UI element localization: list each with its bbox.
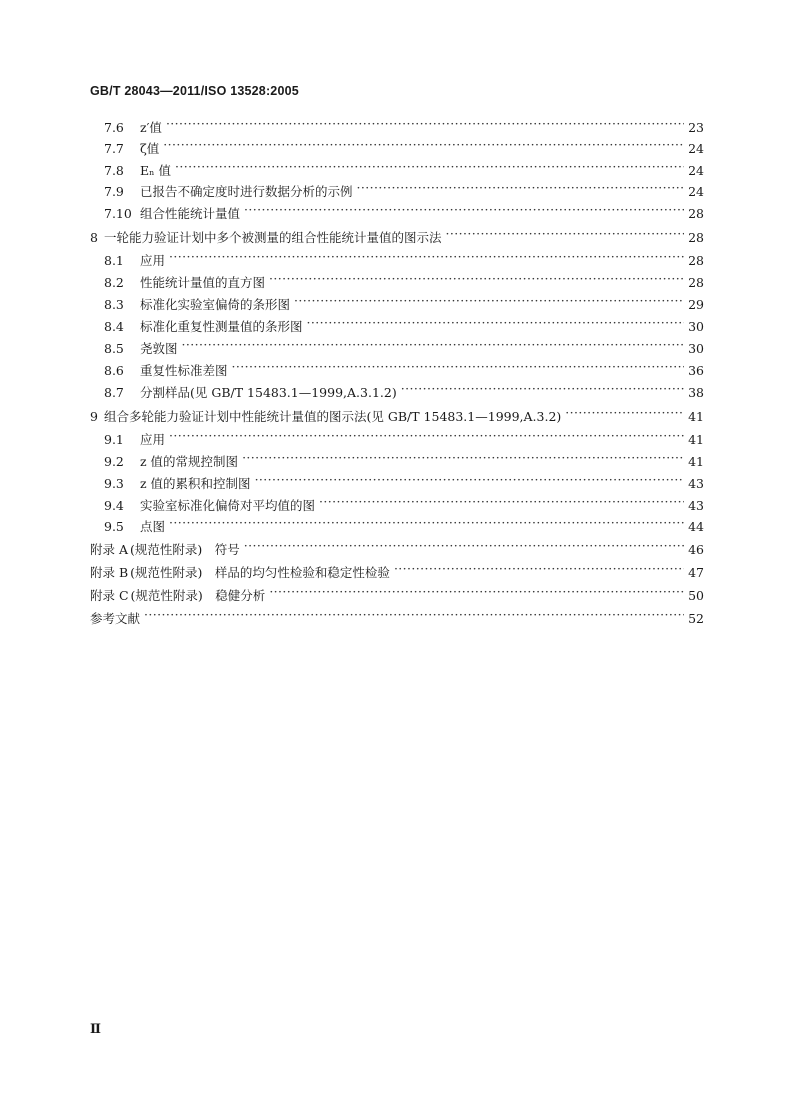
toc-leader-dots <box>244 204 684 218</box>
toc-entry-number: 7.9 <box>104 184 124 199</box>
toc-entry[interactable] <box>104 182 704 200</box>
toc-entry[interactable] <box>104 496 704 514</box>
toc-entry-title: 应用 <box>140 253 166 268</box>
toc-entry-page: 30 <box>688 341 704 356</box>
toc-entry-title: (规范性附录) 符号 <box>130 542 240 557</box>
toc-entry-page: 24 <box>688 184 704 199</box>
toc-leader-dots <box>307 317 684 331</box>
toc-entry-title: 组合多轮能力验证计划中性能统计量值的图示法(见 GB/T 15483.1—1999,A.3.2) <box>104 409 562 424</box>
toc-entry[interactable] <box>104 430 704 448</box>
toc-leader-dots <box>242 452 684 466</box>
toc-entry-title: 点图 <box>140 519 166 534</box>
toc-entry[interactable] <box>90 586 704 604</box>
toc-entry-title: 已报告不确定度时进行数据分析的示例 <box>140 184 353 199</box>
toc-entry-title: 性能统计量值的直方图 <box>140 275 266 290</box>
toc-entry-title: z′值 <box>140 120 162 135</box>
toc-entry-number: 9.5 <box>104 519 124 534</box>
page-number: Ⅱ <box>90 1022 101 1037</box>
toc-entry[interactable] <box>104 118 704 136</box>
toc-entry-page: 29 <box>688 297 704 312</box>
toc-entry[interactable] <box>104 273 704 291</box>
toc-entry-page: 23 <box>688 120 704 135</box>
toc-entry[interactable] <box>90 609 704 627</box>
toc-entry-title: 一轮能力验证计划中多个被测量的组合性能统计量值的图示法 <box>104 230 442 245</box>
toc-entry-number: 9.3 <box>104 476 124 491</box>
toc-leader-dots <box>166 118 684 132</box>
toc-entry-page: 41 <box>688 454 704 469</box>
toc-entry-number: 8.2 <box>104 275 124 290</box>
toc-entry[interactable] <box>104 383 704 401</box>
toc-entry-title: 组合性能统计量值 <box>140 206 241 221</box>
toc-entry-title: 标准化实验室偏倚的条形图 <box>140 297 291 312</box>
toc-entry-number: 9.2 <box>104 454 124 469</box>
toc-entry-number: 8.1 <box>104 253 124 268</box>
toc-entry-page: 46 <box>688 542 704 557</box>
toc-entry-number: 8.4 <box>104 319 124 334</box>
toc-entry-number: 8.3 <box>104 297 124 312</box>
toc-entry-title: ζ值 <box>140 141 160 156</box>
toc-entry[interactable] <box>104 361 704 379</box>
toc-entry-title: (规范性附录) 稳健分析 <box>130 588 266 603</box>
toc-entry[interactable] <box>104 139 704 157</box>
document-header: GB/T 28043—2011/ISO 13528:2005 <box>90 84 299 98</box>
toc-leader-dots <box>394 563 684 577</box>
toc-entry-title: 实验室标准化偏倚对平均值的图 <box>140 498 316 513</box>
toc-entry-title: z 值的累积和控制图 <box>140 476 251 491</box>
toc-entry-page: 24 <box>688 141 704 156</box>
toc-entry[interactable] <box>104 317 704 335</box>
toc-entry-number: 7.8 <box>104 163 124 178</box>
toc-entry-title: 分割样品(见 GB/T 15483.1—1999,A.3.1.2) <box>140 385 397 400</box>
toc-entry-page: 43 <box>688 476 704 491</box>
toc-entry-number: 8.5 <box>104 341 124 356</box>
toc-entry[interactable] <box>104 295 704 313</box>
toc-entry-page: 38 <box>688 385 704 400</box>
toc-entry-page: 28 <box>688 206 704 221</box>
toc-entry-number: 9.4 <box>104 498 124 513</box>
toc-leader-dots <box>357 182 684 196</box>
toc-entry[interactable] <box>104 517 704 535</box>
toc-entry[interactable] <box>90 407 704 425</box>
toc-entry-page: 28 <box>688 230 704 245</box>
toc-leader-dots <box>565 407 684 421</box>
toc-leader-dots <box>269 273 684 287</box>
toc-entry[interactable] <box>90 563 704 581</box>
toc-entry[interactable] <box>104 474 704 492</box>
toc-entry-title: 重复性标准差图 <box>140 363 228 378</box>
toc-entry[interactable] <box>104 161 704 179</box>
toc-entry-title: z 值的常规控制图 <box>140 454 239 469</box>
toc-entry-page: 24 <box>688 163 704 178</box>
toc-entry-page: 28 <box>688 253 704 268</box>
toc-entry-title: 标准化重复性测量值的条形图 <box>140 319 303 334</box>
toc-entry[interactable] <box>90 540 704 558</box>
toc-entry-number: 8.7 <box>104 385 124 400</box>
toc-entry-title: 尧敦图 <box>140 341 178 356</box>
toc-entry-page: 41 <box>688 432 704 447</box>
toc-entry-number: 附录 B <box>90 565 129 580</box>
toc-entry-title: Eₙ 值 <box>140 163 172 178</box>
toc-entry[interactable] <box>104 251 704 269</box>
toc-leader-dots <box>175 161 684 175</box>
toc-entry-number: 7.10 <box>104 206 132 221</box>
toc-leader-dots <box>163 139 684 153</box>
toc-entry-page: 36 <box>688 363 704 378</box>
toc-leader-dots <box>169 251 684 265</box>
toc-entry-title: (规范性附录) 样品的均匀性检验和稳定性检验 <box>130 565 390 580</box>
toc-entry-number: 附录 C <box>90 588 129 603</box>
toc-leader-dots <box>244 540 684 554</box>
toc-leader-dots <box>169 517 684 531</box>
toc-entry[interactable] <box>104 339 704 357</box>
toc-entry-page: 41 <box>688 409 704 424</box>
toc-leader-dots <box>232 361 684 375</box>
toc-entry-page: 44 <box>688 519 704 534</box>
toc-leader-dots <box>269 586 684 600</box>
toc-entry-page: 43 <box>688 498 704 513</box>
toc-leader-dots <box>255 474 684 488</box>
toc-entry-page: 30 <box>688 319 704 334</box>
toc-leader-dots <box>401 383 684 397</box>
toc-entry[interactable] <box>90 228 704 246</box>
toc-entry-number: 附录 A <box>90 542 129 557</box>
toc-entry-number: 8.6 <box>104 363 124 378</box>
toc-leader-dots <box>144 609 684 623</box>
toc-entry-title: 参考文献 <box>90 611 141 626</box>
toc-leader-dots <box>294 295 684 309</box>
toc-entry-page: 28 <box>688 275 704 290</box>
toc-entry-page: 52 <box>688 611 704 626</box>
toc-leader-dots <box>182 339 684 353</box>
toc-entry-number: 9.1 <box>104 432 124 447</box>
toc-entry-number: 9 <box>90 409 98 424</box>
toc-entry-page: 47 <box>688 565 704 580</box>
toc-entry-page: 50 <box>688 588 704 603</box>
toc-entry-number: 8 <box>90 230 98 245</box>
toc-leader-dots <box>446 228 684 242</box>
toc-entry[interactable] <box>104 452 704 470</box>
toc-entry-title: 应用 <box>140 432 166 447</box>
toc-leader-dots <box>319 496 684 510</box>
toc-entry-number: 7.7 <box>104 141 124 156</box>
toc-entry[interactable] <box>104 204 704 222</box>
toc-leader-dots <box>169 430 684 444</box>
toc-entry-number: 7.6 <box>104 120 124 135</box>
